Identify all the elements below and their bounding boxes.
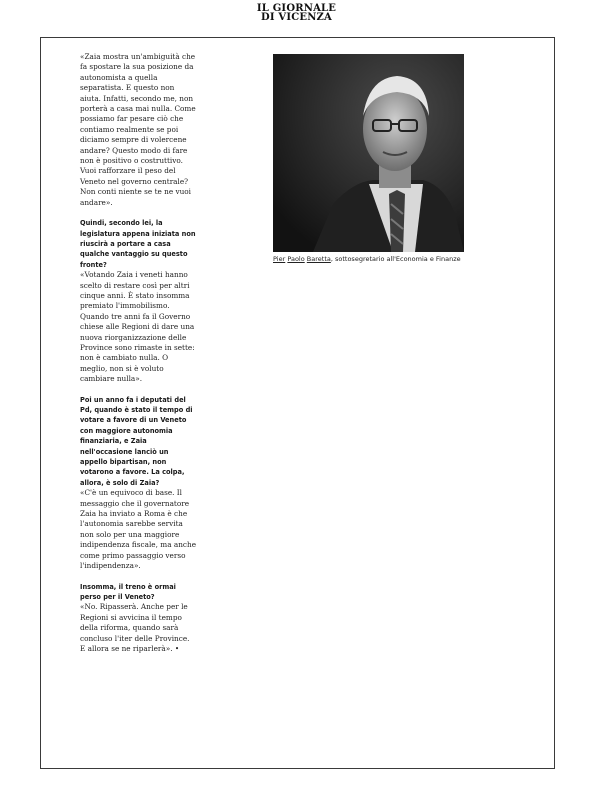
caption-last-name: Baretta [306,255,331,263]
article-column [80,52,196,654]
question-2: Poi un anno fa i deputati del Pd, quando è stato il tempo di votare a favore di un Veneto con maggiore autonomia finanziaria, e Zaia nell'occasione lanciò un appello bipartisan, non votarono a favore. La colpa, allora, è solo di Zaia? [80,395,193,487]
caption-role: , sottosegretario all'Economia e Finanze [330,255,461,263]
portrait-illustration [273,54,464,252]
question-3: Insomma, il treno è ormai perso per il Veneto? [80,582,176,601]
answer-paragraph-1: «Zaia mostra un'ambiguità che fa spostare la sua posizione da autonomista a quella separatista. E questo non aiuta. Infatti, secondo me, non porterà a casa mai nulla. Come possiamo far pesare ciò che contiamo realmente se poi diciamo sempre di volercene andare? Questo modo di fare non è positivo o costruttivo. Vuoi rafforzare il peso del Veneto nel governo centrale? Non conti niente se te ne vuoi andare». [80,52,196,207]
question-1: Quindi, secondo lei, la legislatura appena iniziata non riuscirà a portare a casa qualche vantaggio su questo fronte? [80,219,196,269]
caption-middle-name: Paolo [287,255,305,263]
masthead-line-1: IL GIORNALE [256,3,337,14]
masthead-line-2: DI VICENZA [260,12,333,23]
caption-first-name: Pier [273,255,286,263]
portrait-photo [273,54,464,252]
masthead [0,4,593,22]
answer-paragraph-3: «C'è un equivoco di base. Il messaggio che il governatore Zaia ha inviato a Roma è che l'autonomia sarebbe servita non solo per una maggiore indipendenza fiscale, ma anche come primo passaggio verso l'indipendenza». [80,488,197,571]
answer-paragraph-2: «Votando Zaia i veneti hanno scelto di restare così per altri cinque anni. È stato insomma premiato l'immobilismo. Quando tre anni fa il Governo chiese alle Regioni di dare una nuova riorganizzazione delle Province sono rimaste in sette: non è cambiato nulla. O meglio, non si è voluto cambiare nulla». [80,270,195,384]
answer-paragraph-4: «No. Ripasserà. Anche per le Regioni si avvicina il tempo della riforma, quando sarà concluso l'iter delle Province. E allora se ne riparlerà». • [80,602,190,653]
photo-caption [273,255,513,264]
